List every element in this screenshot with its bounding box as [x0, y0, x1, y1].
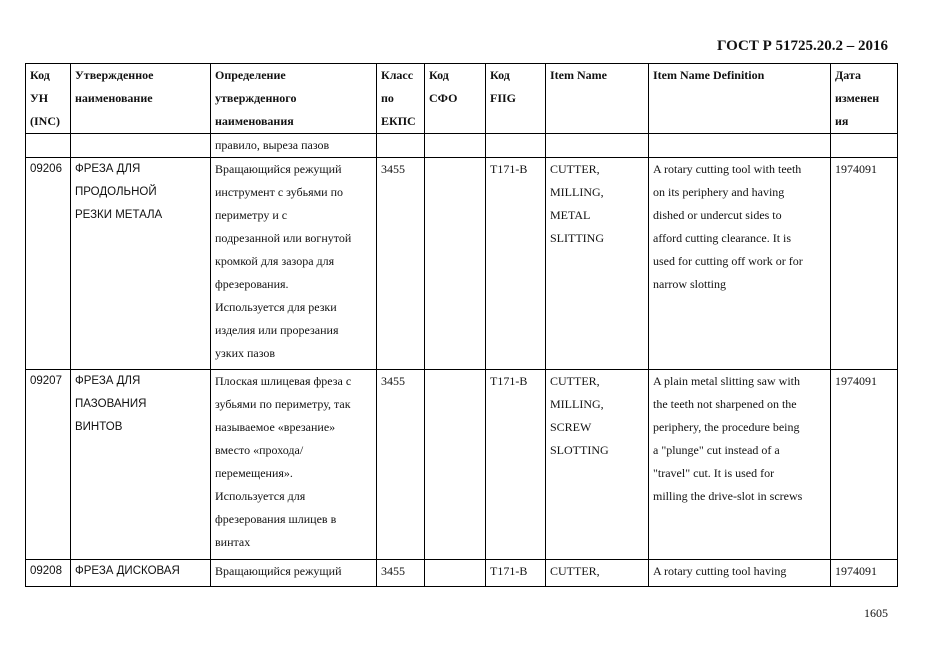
inc-cell: 09207 [26, 370, 71, 560]
col-header-item-name-definition: Item Name Definition [649, 64, 831, 134]
class-cell: 3455 [377, 158, 425, 370]
date-cell: 1974091 [831, 158, 898, 370]
sfo-cell [425, 370, 486, 560]
fiig-cell: T171-B [486, 560, 546, 587]
date-cell: 1974091 [831, 560, 898, 587]
class-cell: 3455 [377, 370, 425, 560]
class-cell: 3455 [377, 560, 425, 587]
table-row-continuation [26, 134, 898, 158]
col-header-inc: Код УН (INC) [26, 64, 71, 134]
col-header-change-date: Дата изменен ия [831, 64, 898, 134]
definition-ru-cell: Плоская шлицевая фреза с зубьями по периметру, так называемое «врезание» вместо «прохода/ перемещения». Используется для фрезерования шлицев в винтах [211, 370, 377, 560]
name-ru-cell: ФРЕЗА ДЛЯ ПАЗОВАНИЯ ВИНТОВ [71, 370, 211, 560]
fiig-cell: T171-B [486, 370, 546, 560]
table-row [26, 370, 898, 560]
table-row [26, 560, 898, 587]
definition-ru-cell: Вращающийся режущий инструмент с зубьями по периметру и с подрезанной или вогнутой кромкой для зазора для фрезерования. Используется для резки изделия или прорезания узких пазов [211, 158, 377, 370]
definition-ru-cell: Вращающийся режущий [211, 560, 377, 587]
col-header-item-name: Item Name [546, 64, 649, 134]
definition-ru-cell: правило, вырезa пазов [211, 134, 377, 158]
name-ru-cell: ФРЕЗА ДИСКОВАЯ [71, 560, 211, 587]
sfo-cell [425, 158, 486, 370]
name-ru-cell: ФРЕЗА ДЛЯ ПРОДОЛЬНОЙ РЕЗКИ МЕТАЛА [71, 158, 211, 370]
item-name-cell: CUTTER, [546, 560, 649, 587]
col-header-approved-name: Утвержденное наименование [71, 64, 211, 134]
col-header-definition: Определение утвержденного наименования [211, 64, 377, 134]
inc-cell: 09206 [26, 158, 71, 370]
table-row [26, 158, 898, 370]
item-name-cell: CUTTER, MILLING, SCREW SLOTTING [546, 370, 649, 560]
fiig-cell: T171-B [486, 158, 546, 370]
item-name-cell: CUTTER, MILLING, METAL SLITTING [546, 158, 649, 370]
definition-en-cell: A rotary cutting tool having [649, 560, 831, 587]
inc-cell: 09208 [26, 560, 71, 587]
catalog-table [25, 63, 898, 587]
sfo-cell [425, 560, 486, 587]
page-number: 1605 [864, 606, 888, 620]
table-header-row [26, 64, 898, 134]
definition-en-cell: A plain metal slitting saw with the teeth not sharpened on the periphery, the procedure being a "plunge" cut instead of a "travel" cut. It is used for milling the drive-slot in screws [649, 370, 831, 560]
col-header-class: Класс по ЕКПС [377, 64, 425, 134]
col-header-sfo: Код СФО [425, 64, 486, 134]
date-cell: 1974091 [831, 370, 898, 560]
document-header: ГОСТ Р 51725.20.2 – 2016 [716, 38, 888, 54]
col-header-fiig: Код FIIG [486, 64, 546, 134]
definition-en-cell: A rotary cutting tool with teeth on its periphery and having dished or undercut sides to afford cutting clearance. It is used for cutting off work or for narrow slotting [649, 158, 831, 370]
